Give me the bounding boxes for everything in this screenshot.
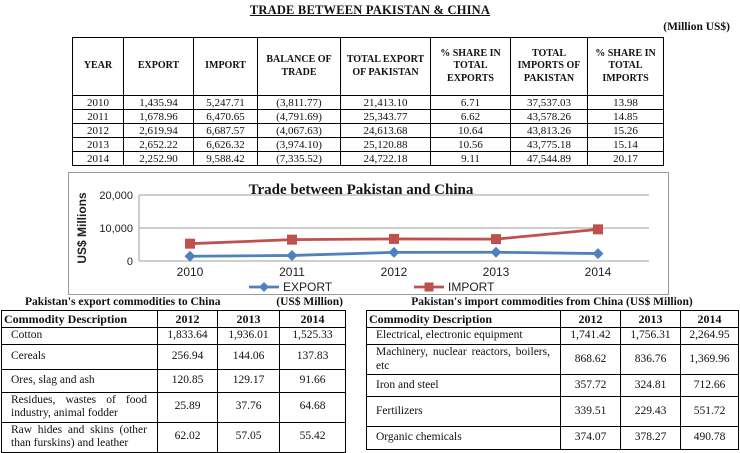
column-header: 2012	[158, 311, 218, 328]
export-commodities-title-text: Pakistan's export commodities to China	[25, 296, 221, 308]
table-cell: 6,470.65	[194, 110, 258, 124]
y-tick-label: 20,000	[99, 190, 133, 202]
table-cell: Cereals	[2, 344, 158, 369]
table-cell: 6.71	[431, 96, 511, 110]
column-header: EXPORT	[124, 38, 194, 96]
table-row	[2, 369, 346, 392]
table-cell: (7,335.52)	[258, 152, 341, 166]
table-cell: 43,813.26	[511, 124, 588, 138]
table-row	[73, 152, 664, 166]
table-cell: 1,435.94	[124, 96, 194, 110]
table-cell: 6,687.57	[194, 124, 258, 138]
table-cell: 2,264.95	[681, 328, 739, 345]
table-cell: 21,413.10	[341, 96, 431, 110]
table-cell: 2,619.94	[124, 124, 194, 138]
data-table	[366, 310, 739, 450]
data-point-marker-square	[593, 224, 603, 234]
table-cell: 120.85	[158, 369, 218, 392]
table-row	[2, 422, 346, 452]
table-cell: 62.02	[158, 422, 218, 452]
table-cell: 2,252.90	[124, 152, 194, 166]
y-axis-label: US$ Millions	[75, 192, 89, 264]
import-commodities-table	[366, 310, 738, 450]
column-header: YEAR	[73, 38, 124, 96]
table-cell: 37,537.03	[511, 96, 588, 110]
table-header-row	[2, 311, 346, 328]
table-header-row	[367, 311, 739, 328]
table-cell: 2,652.22	[124, 138, 194, 152]
table-cell: 144.06	[218, 344, 280, 369]
table-cell: Residues, wastes of food industry, animal fodder	[2, 392, 158, 422]
table-cell: 43,578.26	[511, 110, 588, 124]
legend-label: EXPORT	[283, 280, 333, 294]
column-header: 2014	[280, 311, 346, 328]
data-point-marker-square	[425, 283, 434, 292]
table-cell: Cotton	[2, 328, 158, 345]
x-tick-label: 2013	[482, 265, 510, 279]
table-row	[2, 328, 346, 345]
table-cell: 25.89	[158, 392, 218, 422]
table-cell: Raw hides and skins (other than furskins) and leather	[2, 422, 158, 452]
table-row	[73, 124, 664, 138]
table-cell: 57.05	[218, 422, 280, 452]
x-tick-label: 2011	[279, 265, 305, 279]
column-header: 2014	[681, 311, 739, 328]
table-cell: 1,756.31	[621, 328, 681, 345]
table-row	[73, 138, 664, 152]
data-point-marker-square	[491, 234, 501, 244]
table-cell: 20.17	[588, 152, 664, 166]
table-cell: Ores, slag and ash	[2, 369, 158, 392]
x-tick-label: 2010	[176, 265, 204, 279]
table-cell: 47,544.89	[511, 152, 588, 166]
table-cell: 6,626.32	[194, 138, 258, 152]
data-point-marker-square	[287, 235, 297, 245]
table-cell: 836.76	[621, 345, 681, 375]
table-cell: 9.11	[431, 152, 511, 166]
column-header: IMPORT	[194, 38, 258, 96]
table-cell: 490.78	[681, 427, 739, 450]
table-row	[2, 344, 346, 369]
x-tick-label: 2014	[584, 265, 612, 279]
data-table	[72, 37, 664, 166]
column-header: % SHARE IN TOTAL EXPORTS	[431, 38, 511, 96]
table-cell: 339.51	[561, 397, 621, 427]
table-cell: 868.62	[561, 345, 621, 375]
table-cell: 10.56	[431, 138, 511, 152]
table-cell: 43,775.18	[511, 138, 588, 152]
table-cell: 25,343.77	[341, 110, 431, 124]
export-commodities-section	[1, 296, 345, 453]
table-cell: 378.27	[621, 427, 681, 450]
import-commodities-section	[366, 296, 738, 450]
data-point-marker-diamond	[389, 247, 400, 258]
data-point-marker-diamond	[259, 282, 269, 292]
unit-note: (Million US$)	[663, 21, 730, 33]
table-cell: 712.66	[681, 375, 739, 397]
table-cell: Machinery, nuclear reactors, boilers, etc	[367, 345, 561, 375]
table-cell: 551.72	[681, 397, 739, 427]
data-point-marker-diamond	[287, 250, 298, 261]
table-cell: 1,936.01	[218, 328, 280, 345]
table-row	[367, 397, 739, 427]
table-cell: 137.83	[280, 344, 346, 369]
export-commodities-table	[1, 310, 345, 453]
column-header: 2013	[621, 311, 681, 328]
table-row	[367, 328, 739, 345]
table-row	[73, 96, 664, 110]
table-cell: 2010	[73, 96, 124, 110]
trade-chart-svg	[69, 173, 668, 294]
table-cell: 24,722.18	[341, 152, 431, 166]
table-cell: 9,588.42	[194, 152, 258, 166]
trade-summary-table	[72, 37, 664, 166]
table-cell: 2013	[73, 138, 124, 152]
table-cell: 64.68	[280, 392, 346, 422]
table-cell: 2011	[73, 110, 124, 124]
table-cell: 24,613.68	[341, 124, 431, 138]
table-cell: (3,811.77)	[258, 96, 341, 110]
table-cell: Organic chemicals	[367, 427, 561, 450]
table-cell: Fertilizers	[367, 397, 561, 427]
column-header: Commodity Description	[2, 311, 158, 328]
table-cell: 2014	[73, 152, 124, 166]
import-commodities-title: Pakistan's import commodities from China (US$ Million)	[411, 296, 693, 308]
table-cell: (4,067.63)	[258, 124, 341, 138]
column-header: Commodity Description	[367, 311, 561, 328]
table-row	[73, 110, 664, 124]
table-cell: 1,369.96	[681, 345, 739, 375]
table-cell: 374.07	[561, 427, 621, 450]
column-header: TOTAL EXPORT OF PAKISTAN	[341, 38, 431, 96]
data-table	[1, 310, 346, 453]
table-cell: 129.17	[218, 369, 280, 392]
table-row	[2, 392, 346, 422]
table-cell: 15.14	[588, 138, 664, 152]
x-tick-label: 2012	[380, 265, 408, 279]
table-cell: (4,791.69)	[258, 110, 341, 124]
export-commodities-unit: (US$ Million)	[276, 296, 343, 308]
data-point-marker-diamond	[491, 247, 502, 258]
table-cell: 6.62	[431, 110, 511, 124]
trade-chart	[68, 172, 669, 295]
chart-title: Trade between Pakistan and China	[248, 182, 474, 198]
table-cell: 13.98	[588, 96, 664, 110]
data-point-marker-square	[389, 234, 399, 244]
table-cell: 14.85	[588, 110, 664, 124]
data-point-marker-square	[185, 239, 195, 249]
table-cell: 357.72	[561, 375, 621, 397]
table-cell: 1,678.96	[124, 110, 194, 124]
data-point-marker-diamond	[185, 251, 196, 262]
table-cell: 91.66	[280, 369, 346, 392]
y-tick-label: 0	[126, 256, 133, 268]
table-header-row	[73, 38, 664, 96]
table-cell: 1,525.33	[280, 328, 346, 345]
column-header: 2013	[218, 311, 280, 328]
table-cell: (3,974.10)	[258, 138, 341, 152]
table-cell: Iron and steel	[367, 375, 561, 397]
table-cell: 256.94	[158, 344, 218, 369]
column-header: TOTAL IMPORTS OF PAKISTAN	[511, 38, 588, 96]
export-commodities-title	[1, 296, 345, 310]
table-cell: 55.42	[280, 422, 346, 452]
table-cell: 1,833.64	[158, 328, 218, 345]
table-row	[367, 375, 739, 397]
table-cell: 10.64	[431, 124, 511, 138]
table-cell: 1,741.42	[561, 328, 621, 345]
column-header: BALANCE OF TRADE	[258, 38, 341, 96]
table-cell: 229.43	[621, 397, 681, 427]
table-cell: 2012	[73, 124, 124, 138]
column-header: 2012	[561, 311, 621, 328]
table-cell: 15.26	[588, 124, 664, 138]
y-tick-label: 10,000	[99, 223, 133, 235]
table-cell: 324.81	[621, 375, 681, 397]
page-title: TRADE BETWEEN PAKISTAN & CHINA	[249, 3, 491, 17]
table-cell: 5,247.71	[194, 96, 258, 110]
table-cell: 25,120.88	[341, 138, 431, 152]
table-row	[367, 345, 739, 375]
legend-label: IMPORT	[448, 280, 495, 294]
table-cell: Electrical, electronic equipment	[367, 328, 561, 345]
table-row	[367, 427, 739, 450]
data-point-marker-diamond	[593, 248, 604, 259]
column-header: % SHARE IN TOTAL IMPORTS	[588, 38, 664, 96]
table-cell: 37.76	[218, 392, 280, 422]
